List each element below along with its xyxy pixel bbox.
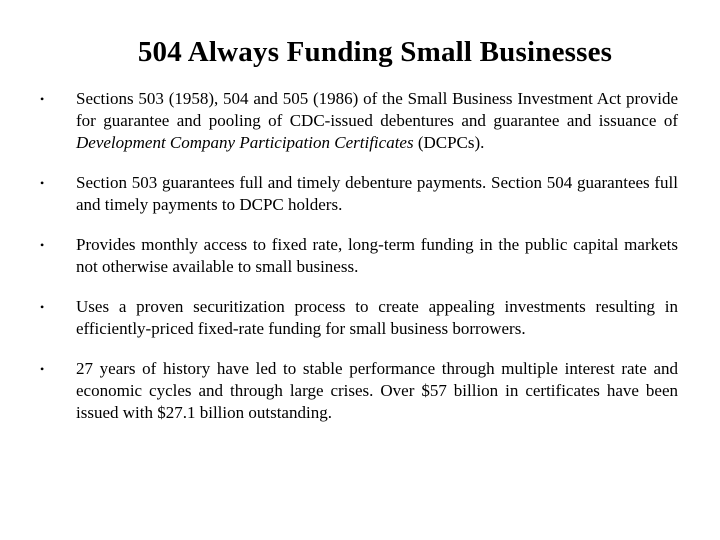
slide-title: 504 Always Funding Small Businesses: [137, 36, 613, 68]
bullet-item-5: [0, 358, 720, 424]
bullet-icon: •: [40, 92, 45, 106]
bullet-icon: •: [40, 362, 45, 376]
bullet-item-1: [0, 88, 720, 154]
bullet-text-5: 27 years of history have led to stable performance through multiple interest rate and economic cycles and through large crises. Over $57 billion in certificates have been issued with $27.1 billion outstanding.: [76, 359, 678, 422]
bullet-text-1-pre: Sections 503 (1958), 504 and 505 (1986) of the Small Business Investment Act provide for guarantee and pooling of CDC-issued debentures and guarantee and issuance of: [76, 89, 678, 130]
bullet-item-3: [0, 234, 720, 278]
bullet-icon: •: [40, 238, 45, 252]
bullet-text-1-post: (DCPCs).: [413, 133, 485, 152]
bullet-icon: •: [40, 300, 45, 314]
bullet-item-2: [0, 172, 720, 216]
bullet-item-4: [0, 296, 720, 340]
bullet-text-3: Provides monthly access to fixed rate, long-term funding in the public capital markets not otherwise available to small business.: [76, 235, 678, 276]
bullet-text-1: [76, 88, 678, 154]
bullet-list: [0, 88, 720, 442]
bullet-text-1-italic: Development Company Participation Certificates: [76, 133, 414, 152]
bullet-text-4: Uses a proven securitization process to create appealing investments resulting in efficiently-priced fixed-rate funding for small business borrowers.: [76, 297, 678, 338]
bullet-icon: •: [40, 176, 45, 190]
bullet-text-2: Section 503 guarantees full and timely debenture payments. Section 504 guarantees full and timely payments to DCPC holders.: [76, 173, 678, 214]
